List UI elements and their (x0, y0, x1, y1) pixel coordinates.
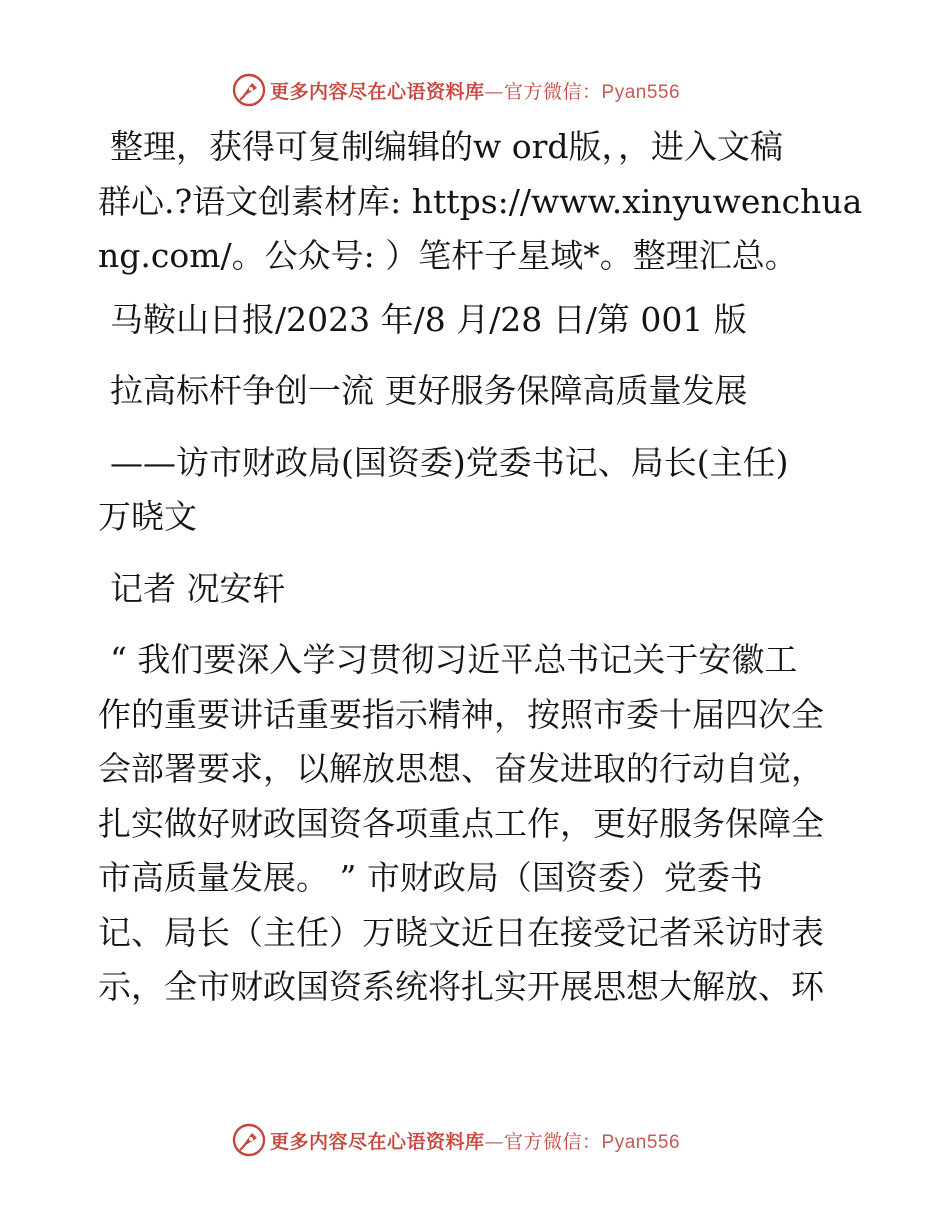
banner-main-text: 更多内容尽在心语资料库 (270, 1130, 485, 1153)
pen-nib-logo-icon (232, 1123, 266, 1157)
banner-wechat-id: Pyan556 (601, 1131, 681, 1153)
paragraph-line: 会部署要求，以解放思想、奋发进取的行动自觉， (98, 749, 824, 788)
banner-main-text: 更多内容尽在心语资料库 (270, 80, 485, 103)
header-banner[interactable] (232, 70, 732, 110)
headline: 拉高标杆争创一流 更好服务保障高质量发展 (110, 371, 748, 410)
paragraph-line: 记、局长（主任）万晓文近日在接受记者采访时表 (98, 912, 824, 952)
paragraph-line: 示，全市财政国资系统将扎实开展思想大解放、环 (98, 967, 824, 1006)
banner-separator: — (484, 80, 505, 103)
byline: 记者 况安轩 (110, 568, 286, 608)
article-body (98, 120, 863, 1015)
banner-wechat-label: 官方微信： (504, 80, 602, 103)
paragraph-line: 扎实做好财政国资各项重点工作，更好服务保障全 (98, 803, 824, 843)
paragraph-line: 作的重要讲话重要指示精神，按照市委十届四次全 (98, 694, 824, 734)
paragraph-line: 市高质量发展。 ” 市财政局（国资委）党委书 (98, 858, 763, 897)
banner-text (270, 77, 680, 104)
intro-line: 群心.?语文创素材库: https://www.xinyuwenchua (98, 181, 863, 221)
banner-wechat-label: 官方微信： (504, 1130, 602, 1153)
intro-line: 整理，获得可复制编辑的w ord版，，进入文稿 (110, 127, 784, 166)
subtitle-line: ——访市财政局(国资委)党委书记、局长(主任) (110, 442, 789, 482)
intro-line: ng.com/。公众号: ）笔杆子星域*。整理汇总。 (98, 236, 798, 275)
paragraph-line: “ 我们要深入学习贯彻习近平总书记关于安徽工 (110, 640, 798, 679)
dateline: 马鞍山日报/2023 年/8 月/28 日/第 001 版 (110, 299, 747, 339)
footer-banner[interactable] (232, 1120, 732, 1160)
banner-separator: — (484, 1130, 505, 1153)
pen-nib-logo-icon (232, 73, 266, 107)
banner-wechat-id: Pyan556 (601, 81, 681, 103)
banner-text (270, 1127, 680, 1154)
subtitle-line: 万晓文 (98, 497, 197, 536)
